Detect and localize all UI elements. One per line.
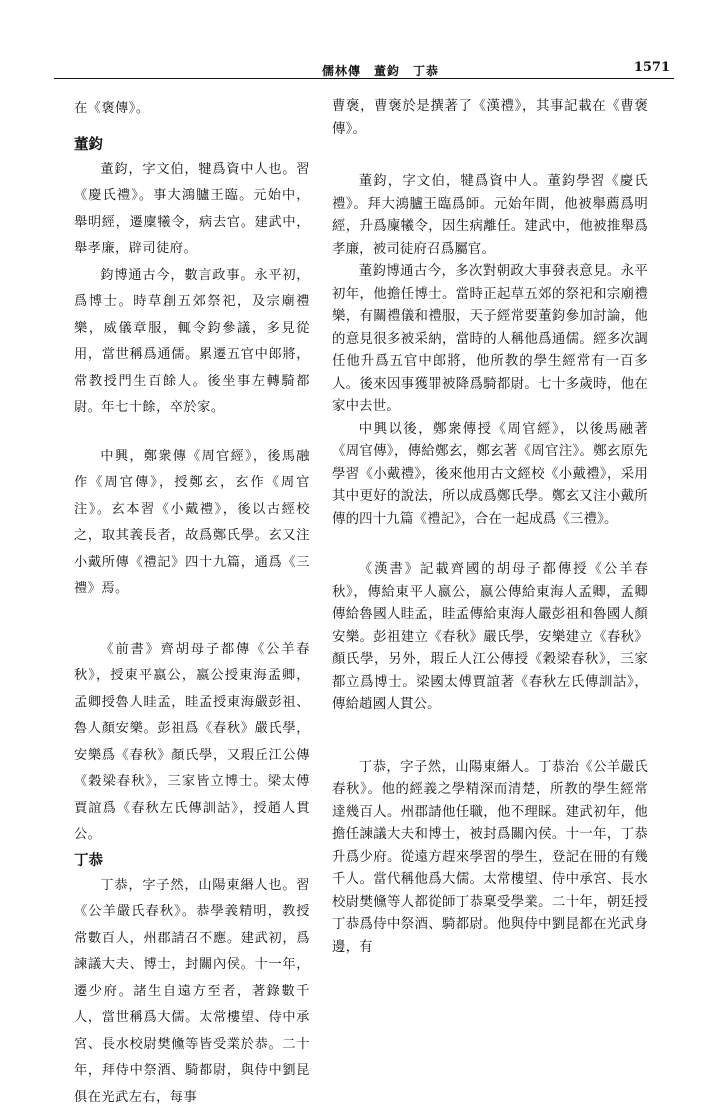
page-number: 1571 <box>634 60 670 75</box>
left-paragraph-cao-bao-end: 在《褒傳》。 <box>74 96 310 123</box>
left-paragraph-gongyang: 《前書》齊胡母子都傳《公羊春秋》，授東平嬴公，嬴公授東海孟卿，孟卿授魯人眭孟，眭孟授東海嚴彭祖、魯人顏安樂。彭祖爲《春秋》嚴氏學，安樂爲《春秋》顏氏學，又瑕丘江公傳《穀梁春秋》，三家皆立博士。梁太傅賈誼爲《春秋左氏傳訓詁》，授趙人貫公。 <box>74 637 310 849</box>
left-paragraph-dong-jun-bio: 董鈞，字文伯，犍爲資中人也。習《慶氏禮》。事大鴻臚王臨。元始中，舉明經，遷廩犧令，病去官。建武中，舉孝廉，辟司徒府。 <box>74 157 310 263</box>
running-title: 儒林傳 董鈞 丁恭 <box>322 62 439 79</box>
section-heading-dong-jun: 董鈞 <box>74 133 310 157</box>
classical-text-column <box>74 96 310 1111</box>
right-paragraph-cao-bao-end: 曹褒，曹褒於是撰著了《漢禮》，其事記載在《曹褒傳》。 <box>332 96 648 141</box>
right-paragraph-ding-gong: 丁恭，字子然，山陽東緡人。丁恭治《公羊嚴氏春秋》。他的經義之學精深而清楚，所教的學生經常達幾百人。州郡請他任職，他不理睬。建武初年，他擔任諫議大夫和博士，被封爲關內侯。十一年，丁恭升爲少府。從遠方趕來學習的學生，登記在冊的有幾千人。當代稱他爲大儒。太常樓望、侍中承宮、長水校尉樊儵等人都從師丁恭稟受學業。二十年，朝廷授丁恭爲侍中祭酒、騎都尉。他與侍中劉昆都在光武身邊，有 <box>332 757 648 960</box>
left-paragraph-ding-gong: 丁恭，字子然，山陽東緡人也。習《公羊嚴氏春秋》。恭學義精明，教授常數百人，州郡請召不應。建武初，爲諫議大夫、博士，封關內侯。十一年，遷少府。諸生自遠方至者，著錄數千人，當世稱爲大儒。太常樓望、侍中承宮、長水校尉樊儵等皆受業於恭。二十年，拜侍中祭酒、騎都尉，與侍中劉昆俱在光武左右，每事 <box>74 873 310 1111</box>
right-paragraph-dong-jun-bio: 董鈞，字文伯，犍爲資中人。董鈞學習《慶氏禮》。拜大鴻臚王臨爲師。元始年間，他被舉薦爲明經，升爲廩犧令，因生病離任。建武中，他被推舉爲孝廉，被司徒府召爲屬官。 <box>332 171 648 261</box>
left-paragraph-dong-jun-career: 鈞博通古今，數言政事。永平初，爲博士。時草創五郊祭祀，及宗廟禮樂，威儀章服，輒令鈞參議，多見從用，當世稱爲通儒。累遷五官中郎將，常教授門生百餘人。後坐事左轉騎都尉。年七十餘，卒於家。 <box>74 263 310 422</box>
right-paragraph-gongyang: 《漢書》記載齊國的胡母子都傳授《公羊春秋》，傳給東平人嬴公，嬴公傳給東海人孟卿，孟卿傳給魯國人眭孟，眭孟傳給東海人嚴彭祖和魯國人顏安樂。彭祖建立《春秋》嚴氏學，安樂建立《春秋》顏氏學，另外，瑕丘人江公傳授《穀梁春秋》，三家都立爲博士。梁國太傅賈誼著《春秋左氏傳訓詁》，傳給趙國人貫公。 <box>332 559 648 717</box>
page-header <box>54 50 674 79</box>
translation-column <box>332 96 648 959</box>
left-paragraph-zhou-guan: 中興，鄭衆傳《周官經》，後馬融作《周官傳》，授鄭玄，玄作《周官注》。玄本習《小戴禮》，後以古經校之，取其義長者，故爲鄭氏學。玄又注小戴所傳《禮記》四十九篇，通爲《三禮》焉。 <box>74 444 310 603</box>
section-heading-ding-gong: 丁恭 <box>74 849 310 873</box>
right-paragraph-zhou-guan: 中興以後，鄭衆傳授《周官經》，以後馬融著《周官傳》，傳給鄭玄，鄭玄著《周官注》。鄭玄原先學習《小戴禮》，後來他用古文經校《小戴禮》，采用其中更好的說法，所以成爲鄭氏學。鄭玄又注小戴所傳的四十九篇《禮記》，合在一起成爲《三禮》。 <box>332 419 648 532</box>
right-paragraph-dong-jun-career: 董鈞博通古今，多次對朝政大事發表意見。永平初年，他擔任博士。當時正起草五郊的祭祀和宗廟禮樂，有關禮儀和禮服，天子經常要董鈞參加討論，他的意見很多被采納，當時的人稱他爲通儒。經多次調任他升爲五官中郎將，他所教的學生經常有一百多人。後來因事獲罪被降爲騎都尉。七十多歲時，他在家中去世。 <box>332 261 648 419</box>
